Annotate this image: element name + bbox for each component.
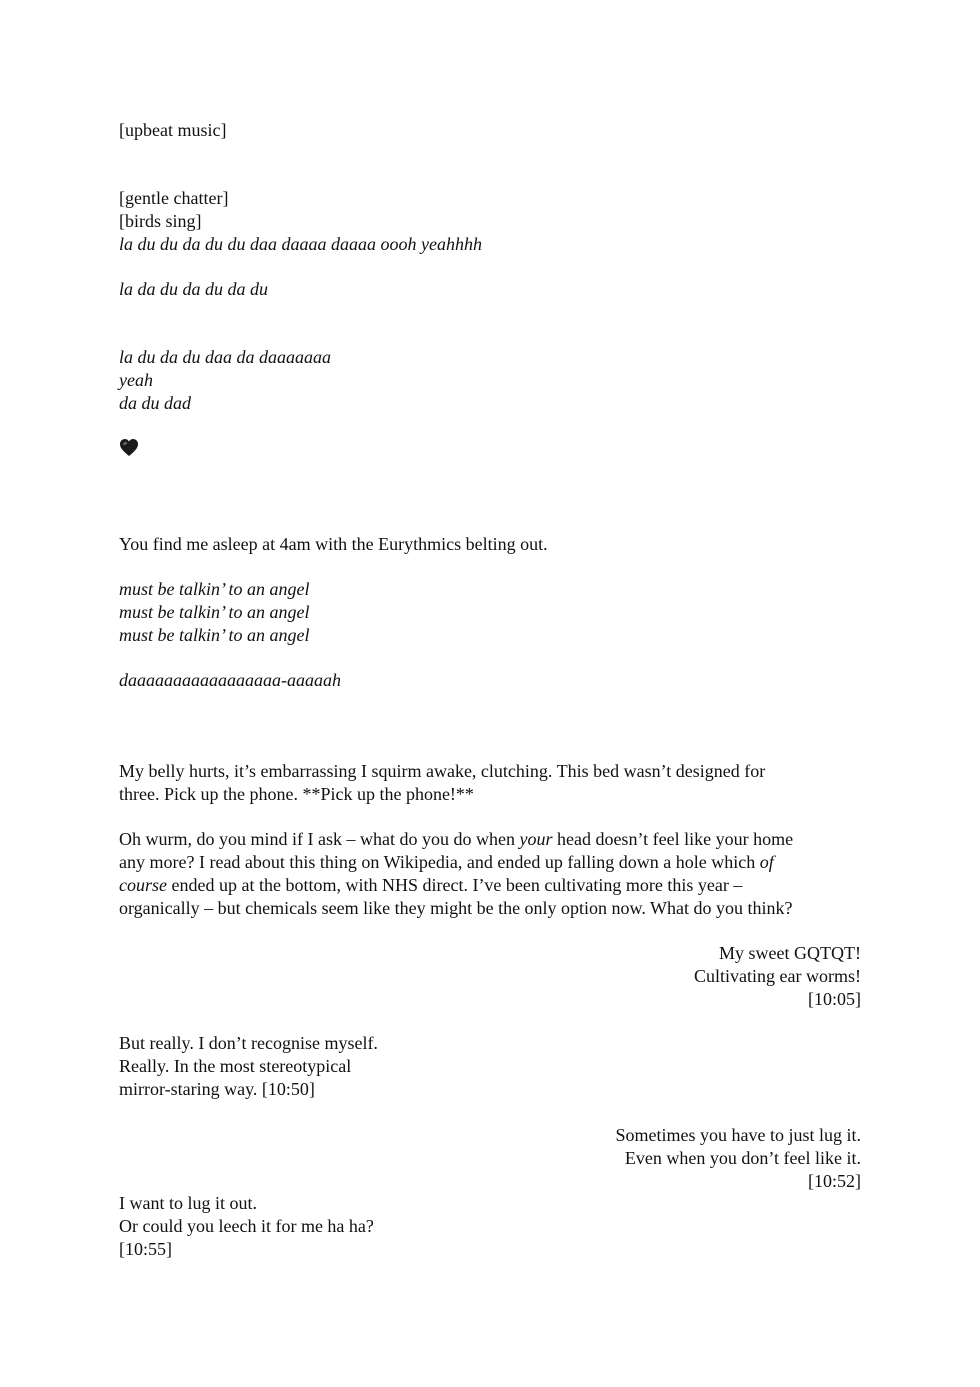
cue-upbeat-music: [upbeat music]	[119, 120, 227, 140]
message-line: But really. I don’t recognise myself.	[119, 1033, 378, 1053]
angel-lyric-line: must be talkin’ to an angel	[119, 625, 310, 645]
text-span: head doesn’t feel like your home	[552, 829, 794, 849]
black-heart-icon	[119, 438, 139, 458]
text-span: ended up at the bottom, with NHS direct. I’ve been cultivating more this year –	[167, 875, 743, 895]
reply-line: Even when you don’t feel like it.	[624, 1148, 861, 1168]
message-line: Or could you leech it for me ha ha?	[119, 1216, 374, 1236]
text-span: any more? I read about this thing on Wikipedia, and ended up falling down a hole which	[119, 852, 760, 872]
paragraph-line	[119, 828, 793, 851]
message-line: mirror-staring way. [10:50]	[119, 1079, 315, 1099]
lyric-line: la du da du daa da daaaaaaa	[119, 347, 332, 367]
message-line: Really. In the most stereotypical	[119, 1056, 352, 1076]
angel-lyric-line: must be talkin’ to an angel	[119, 602, 310, 622]
lyric-line: la da du da du da du	[119, 279, 269, 299]
emphasis-text: your	[519, 829, 553, 849]
narrative-line: You find me asleep at 4am with the Eurythmics belting out.	[119, 534, 548, 554]
message-timestamp: [10:55]	[119, 1239, 172, 1259]
lyric-line: la du du da du du daa daaaa daaaa oooh yeahhhh	[119, 234, 482, 254]
reply-line: Cultivating ear worms!	[694, 966, 861, 986]
cue-birds-sing: [birds sing]	[119, 211, 202, 231]
long-note-lyric: daaaaaaaaaaaaaaaaa-aaaaah	[119, 670, 341, 690]
reply-line: Sometimes you have to just lug it.	[615, 1125, 861, 1145]
cue-gentle-chatter: [gentle chatter]	[119, 188, 229, 208]
paragraph-line: organically – but chemicals seem like they might be the only option now. What do you think?	[119, 898, 793, 918]
text-span: Oh wurm, do you mind if I ask – what do you do when	[119, 829, 520, 849]
lyric-line: da du dad	[119, 393, 191, 413]
reply-timestamp: [10:52]	[808, 1171, 861, 1191]
paragraph-line	[119, 851, 774, 874]
emphasis-text: course	[119, 875, 167, 895]
emphasis-text: of	[759, 852, 774, 872]
message-line: I want to lug it out.	[119, 1193, 257, 1213]
lyric-line: yeah	[119, 370, 153, 390]
paragraph-line: My belly hurts, it’s embarrassing I squirm awake, clutching. This bed wasn’t designed for	[119, 761, 766, 781]
paragraph-line: three. Pick up the phone. **Pick up the phone!**	[119, 784, 474, 804]
paragraph-line	[119, 874, 742, 897]
reply-line: My sweet GQTQT!	[719, 943, 861, 963]
reply-timestamp: [10:05]	[808, 989, 861, 1009]
angel-lyric-line: must be talkin’ to an angel	[119, 579, 310, 599]
